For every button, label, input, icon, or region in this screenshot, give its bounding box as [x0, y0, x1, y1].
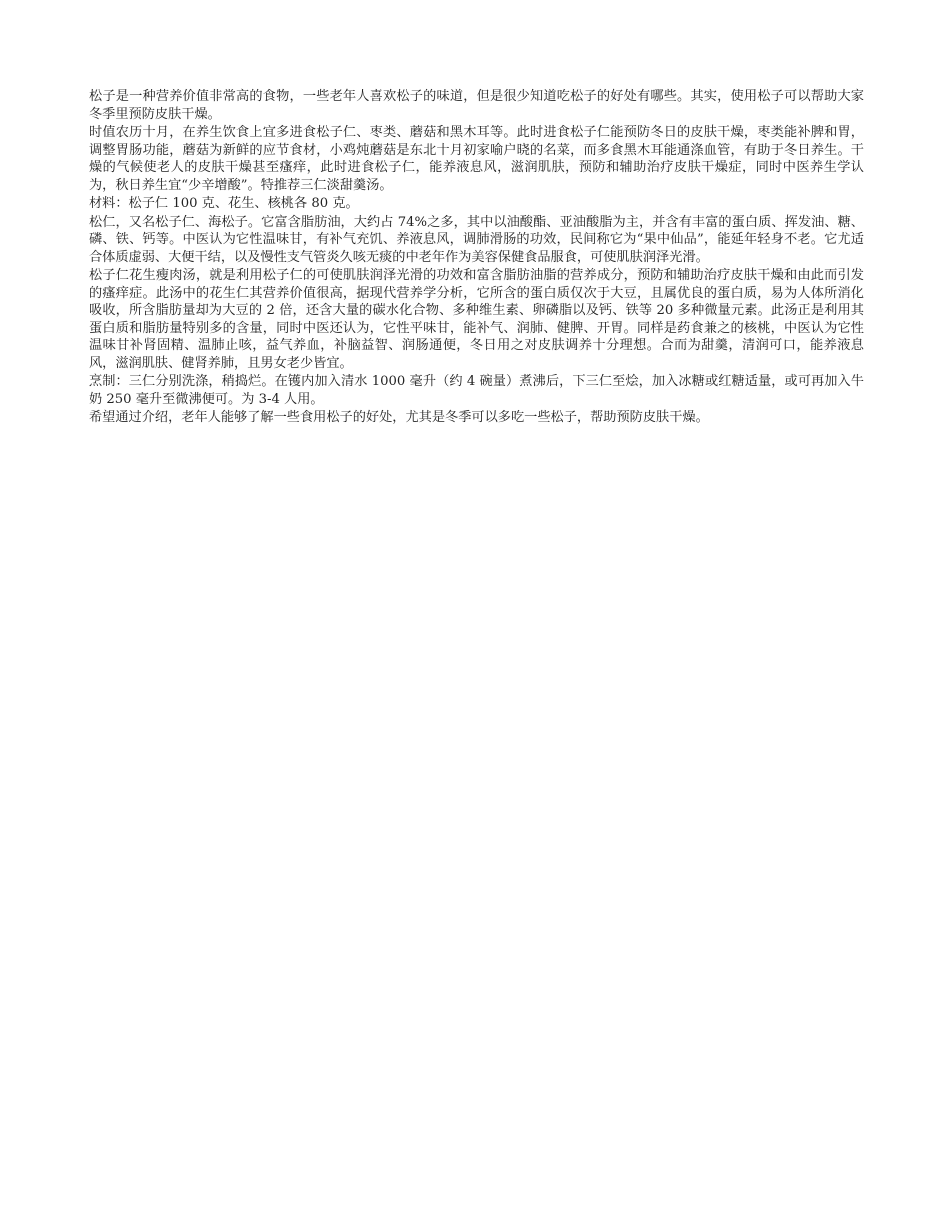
paragraph-ingredients: 材料：松子仁 100 克、花生、核桃各 80 克。: [89, 196, 359, 211]
paragraph-seasonal-diet: 时值农历十月，在养生饮食上宜多进食松子仁、枣类、蘑菇和黑木耳等。此时进食松子仁能预防冬日的皮肤干燥，枣类能补脾和胃，调整胃肠功能，蘑菇为新鲜的应节食材，小鸡炖蘑菇是东北十月初家喻户晓的名菜，而多食黑木耳能通涤血管，有助于冬日养生。干燥的气候使老人的皮肤干燥甚至瘙痒，此时进食松子仁，能养液息风，滋润肌肤，预防和辅助治疗皮肤干燥症，同时中医养生学认为，秋日养生宜“少辛增酸”。特推荐三仁淡甜羹汤。: [89, 125, 864, 193]
article-body: [89, 88, 864, 428]
paragraph-intro: 松子是一种营养价值非常高的食物，一些老年人喜欢松子的味道，但是很少知道吃松子的好处有哪些。其实，使用松子可以帮助大家冬季里预防皮肤干燥。: [89, 89, 864, 122]
paragraph-pine-nut-info: 松仁，又名松子仁、海松子。它富含脂肪油，大约占 74%之多，其中以油酸酯、亚油酸脂为主，并含有丰富的蛋白质、挥发油、糖、磷、铁、钙等。中医认为它性温味甘，有补气充饥、养液息风，调肺滑肠的功效，民间称它为“果中仙品”，能延年轻身不老。它尤适合体质虚弱、大便干结，以及慢性支气管炎久咳无痰的中老年作为美容保健食品服食，可使肌肤润泽光滑。: [89, 214, 864, 265]
paragraph-cooking-method: 烹制：三仁分别洗涤，稍捣烂。在镬内加入清水 1000 毫升（约 4 碗量）煮沸后，下三仁至烩，加入冰糖或红糖适量，或可再加入牛奶 250 毫升至微沸便可。为 3-4 人用。: [89, 374, 864, 407]
paragraph-soup-benefits: 松子仁花生瘦肉汤，就是利用松子仁的可使肌肤润泽光滑的功效和富含脂肪油脂的营养成分，预防和辅助治疗皮肤干燥和由此而引发的瘙痒症。此汤中的花生仁其营养价值很高，据现代营养学分析，它所含的蛋白质仅次于大豆，且属优良的蛋白质，易为人体所消化吸收，所含脂肪量却为大豆的 2 倍，还含大量的碳水化合物、多种维生素、卵磷脂以及钙、铁等 20 多种微量元素。此汤正是利用其蛋白质和脂肪量特别多的含量，同时中医还认为，它性平味甘，能补气、润肺、健脾、开胃。同样是药食兼之的核桃，中医认为它性温味甘补肾固精、温肺止咳，益气养血，补脑益智、润肠通便，冬日用之对皮肤调养十分理想。合而为甜羹，清润可口，能养液息风，滋润肌肤、健肾养肺，且男女老少皆宜。: [89, 268, 864, 371]
paragraph-conclusion: 希望通过介绍，老年人能够了解一些食用松子的好处，尤其是冬季可以多吃一些松子，帮助预防皮肤干燥。: [89, 410, 709, 425]
